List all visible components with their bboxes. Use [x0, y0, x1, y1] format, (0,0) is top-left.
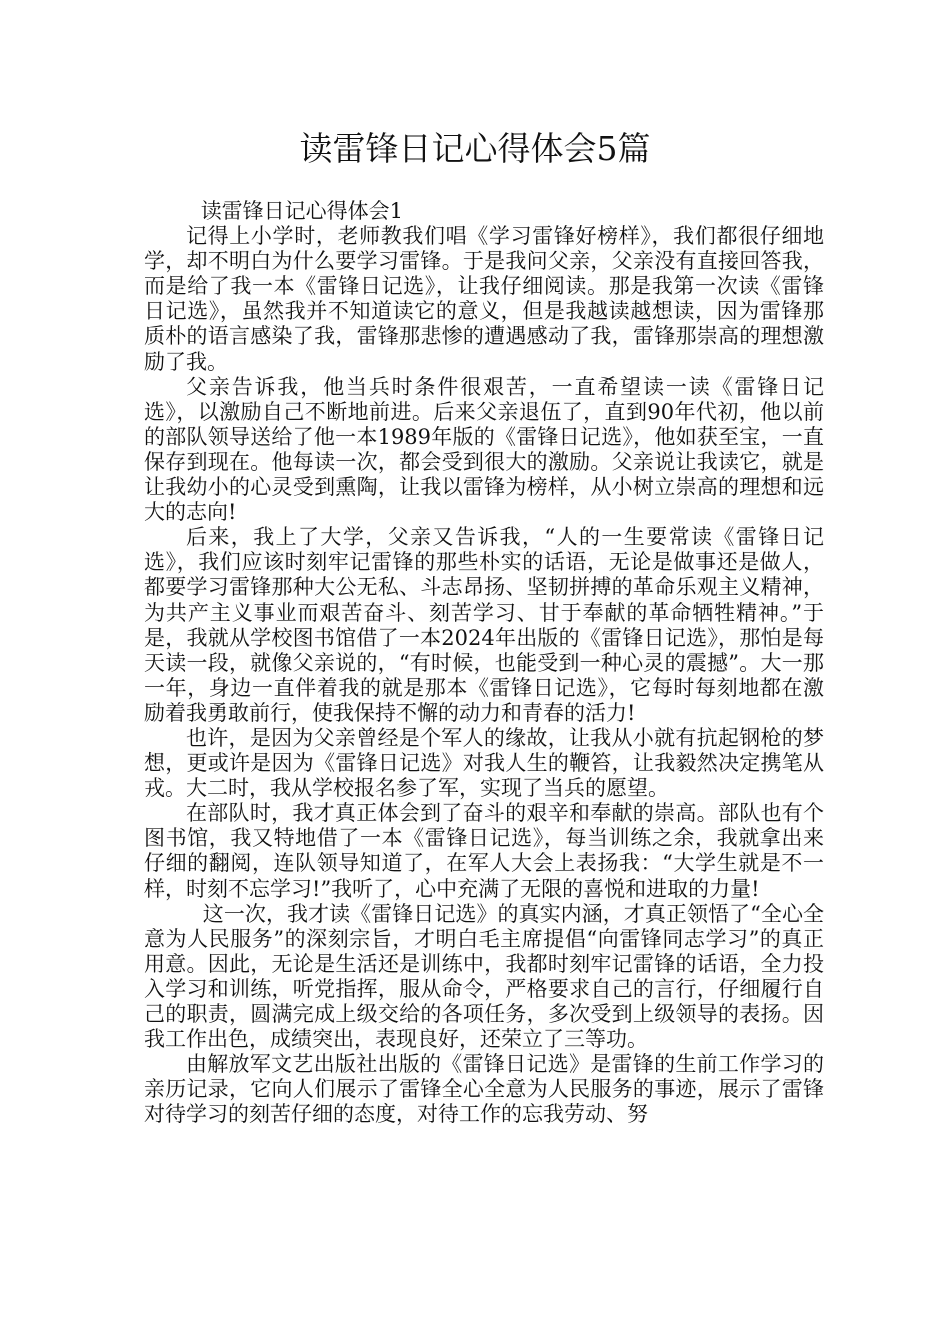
paragraph-7: 由解放军文艺出版社出版的《雷锋日记选》是雷锋的生前工作学习的亲历记录，它向人们展示了雷锋全心全意为人民服务的事迹，展示了雷锋对待学习的刻苦仔细的态度，对待工作的忘我劳动、努 — [144, 1052, 824, 1127]
paragraph-3: 后来，我上了大学，父亲又告诉我，“人的一生要常读《雷锋日记选》，我们应该时刻牢记雷锋的那些朴实的话语，无论是做事还是做人，都要学习雷锋那种大公无私、斗志昂扬、坚韧拼搏的革命乐观主义精神，为共产主义事业而艰苦奋斗、刻苦学习、甘于奉献的革命牺牲精神。”于是，我就从学校图书馆借了一本2024年出版的《雷锋日记选》，那怕是每天读一段，就像父亲说的，“有时候，也能受到一种心灵的震撼”。大一那一年，身边一直伴着我的就是那本《雷锋日记选》，它每时每刻地都在激励着我勇敢前行，使我保持不懈的动力和青春的活力! — [144, 525, 824, 725]
document-body — [144, 199, 824, 1127]
paragraph-2: 父亲告诉我，他当兵时条件很艰苦，一直希望读一读《雷锋日记选》，以激励自己不断地前进。后来父亲退伍了，直到90年代初，他以前的部队领导送给了他一本1989年版的《雷锋日记选》，他如获至宝，一直保存到现在。他每读一次，都会受到很大的激励。父亲说让我读它，就是让我幼小的心灵受到熏陶，让我以雷锋为榜样，从小树立崇高的理想和远大的志向! — [144, 374, 824, 525]
paragraph-6: 这一次，我才读《雷锋日记选》的真实内涵，才真正领悟了“全心全意为人民服务”的深刻宗旨，才明白毛主席提倡“向雷锋同志学习”的真正用意。因此，无论是生活还是训练中，我都时刻牢记雷锋的话语，全力投入学习和训练，听党指挥，服从命令，严格要求自己的言行，仔细履行自己的职责，圆满完成上级交给的各项任务，多次受到上级领导的表扬。因我工作出色，成绩突出，表现良好，还荣立了三等功。 — [144, 901, 824, 1052]
section-heading: 读雷锋日记心得体会1 — [200, 199, 404, 223]
document-title: 读雷锋日记心得体会5篇 — [299, 129, 651, 168]
paragraph-4: 也许，是因为父亲曾经是个军人的缘故，让我从小就有抗起钢枪的梦想，更或许是因为《雷锋日记选》对我人生的鞭笞，让我毅然决定携笔从戎。大二时，我从学校报名参了军，实现了当兵的愿望。 — [144, 725, 824, 801]
paragraph-1: 记得上小学时，老师教我们唱《学习雷锋好榜样》，我们都很仔细地学，却不明白为什么要学习雷锋。于是我问父亲，父亲没有直接回答我，而是给了我一本《雷锋日记选》，让我仔细阅读。那是我第一次读《雷锋日记选》，虽然我并不知道读它的意义，但是我越读越想读，因为雷锋那质朴的语言感染了我，雷锋那悲惨的遭遇感动了我，雷锋那崇高的理想激励了我。 — [144, 224, 824, 374]
paragraph-5: 在部队时，我才真正体会到了奋斗的艰辛和奉献的崇高。部队也有个图书馆，我又特地借了一本《雷锋日记选》，每当训练之余，我就拿出来仔细的翻阅，连队领导知道了，在军人大会上表扬我：“大学生就是不一样，时刻不忘学习!”我听了，心中充满了无限的喜悦和进取的力量! — [144, 801, 824, 901]
